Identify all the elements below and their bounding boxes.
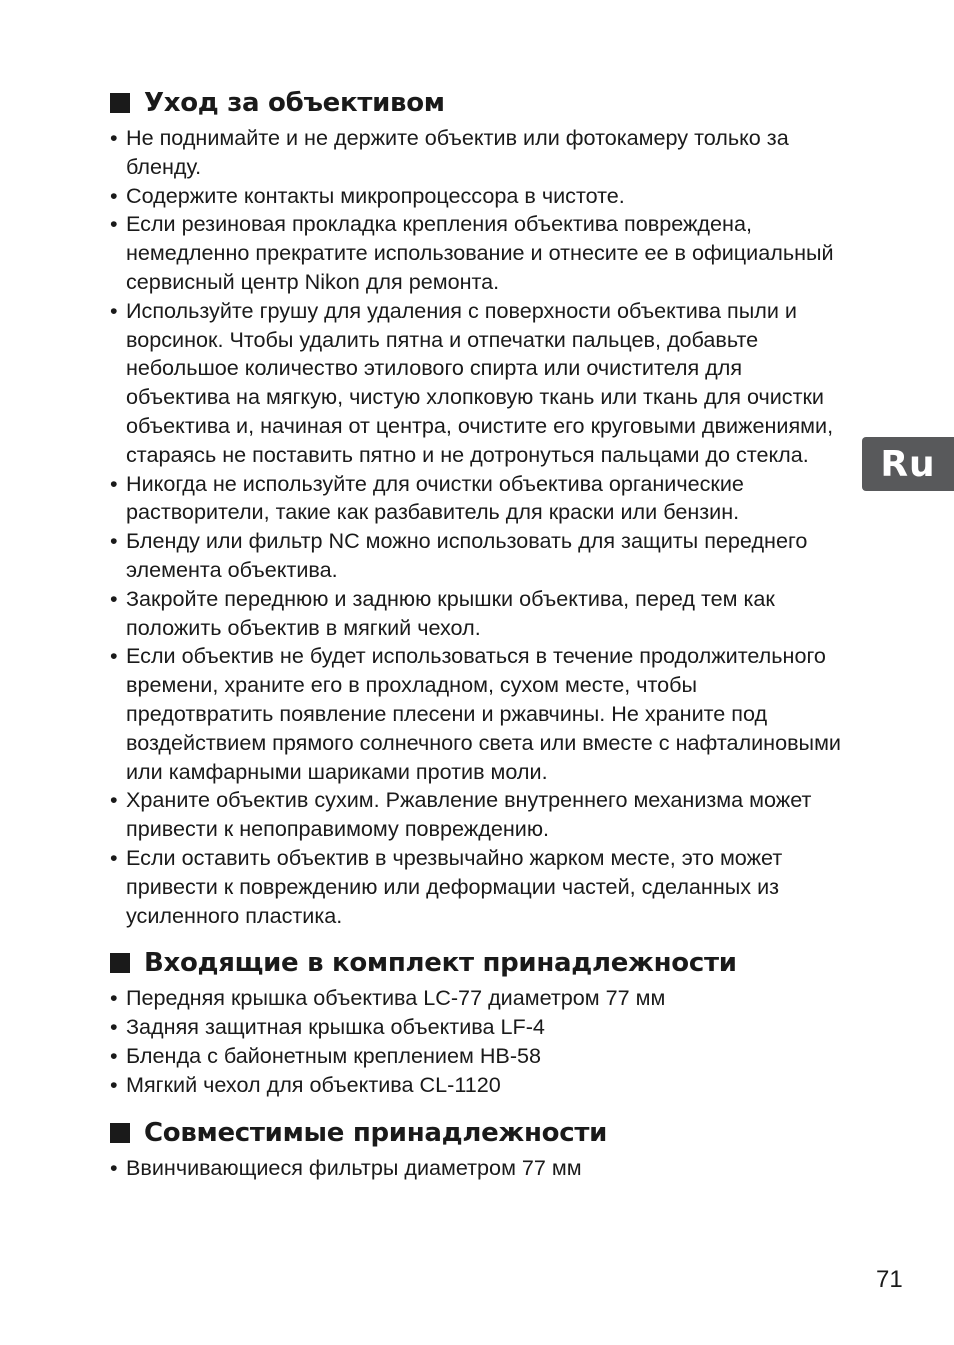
square-bullet-icon — [110, 1123, 130, 1143]
list-item — [110, 470, 850, 528]
bullet-icon: • — [110, 211, 118, 237]
list-item — [110, 1071, 850, 1100]
square-bullet-icon — [110, 953, 130, 973]
list-item — [110, 585, 850, 643]
list-item-text: Не поднимайте и не держите объектив или фотокамеру только за бленду. — [126, 125, 789, 179]
list-item — [110, 182, 850, 211]
bullet-icon: • — [110, 1071, 118, 1097]
section-title: Совместимые принадлежности — [144, 1117, 608, 1148]
section-title: Уход за объективом — [144, 88, 445, 118]
bullet-icon: • — [110, 182, 118, 208]
section-title: Входящие в комплект принадлежности — [144, 948, 737, 979]
list-item — [110, 527, 850, 585]
list-item-text: Бленда с байонетным креплением HB-58 — [126, 1042, 542, 1068]
list-item-text: Содержите контакты микропроцессора в чистоте. — [126, 182, 625, 208]
bullet-icon: • — [110, 585, 118, 611]
bullet-icon: • — [110, 844, 118, 870]
list-item — [110, 210, 850, 296]
list-item-text: Бленду или фильтр NC можно использовать для защиты переднего элемента объектива. — [126, 528, 808, 582]
bullet-icon: • — [110, 643, 118, 669]
bullet-icon: • — [110, 1154, 118, 1180]
list-item — [110, 786, 850, 844]
list-item — [110, 984, 850, 1013]
bullet-list — [110, 1154, 850, 1183]
list-item — [110, 1154, 850, 1183]
section-compatible-accessories — [110, 1114, 850, 1183]
list-item-text: Закройте переднюю и заднюю крышки объектива, перед тем как положить объектив в мягкий чехол. — [126, 585, 775, 640]
list-item-text: Если объектив не будет использоваться в течение продолжительного времени, храните его в прохладном, сухом месте, чтобы предотвратить появление плесени и ржавчины. Не храните под воздействием прямого солнечного света или вместе с нафталиновыми или камфарными шариками против моли. — [126, 643, 841, 784]
language-tab-label: Ru — [880, 443, 936, 485]
section-lens-care — [110, 84, 850, 930]
list-item-text: Передняя крышка объектива LC-77 диаметром 77 мм — [126, 985, 666, 1011]
section-heading — [110, 944, 850, 982]
list-item — [110, 1042, 850, 1071]
bullet-icon: • — [110, 985, 118, 1011]
list-item-text: Ввинчивающиеся фильтры диаметром 77 мм — [126, 1154, 582, 1180]
square-bullet-icon — [110, 93, 130, 113]
section-included-accessories — [110, 944, 850, 1099]
list-item — [110, 642, 850, 786]
bullet-icon: • — [110, 1014, 118, 1040]
list-item-text: Если резиновая прокладка крепления объектива повреждена, немедленно прекратите использование и отнесите ее в официальный сервисный центр Nikon для ремонта. — [126, 211, 834, 294]
list-item-text: Используйте грушу для удаления с поверхности объектива пыли и ворсинок. Чтобы удалить пятна и отпечатки пальцев, добавьте небольшое количество этилового спирта или очистителя для объектива на мягкую, чистую хлопковую ткань или ткань для очистки объектива и, начиная от центра, очистите его круговыми движениями, стараясь не поставить пятно и не дотронуться пальцами до стекла. — [126, 297, 834, 467]
list-item-text: Храните объектив сухим. Ржавление внутреннего механизма может привести к непоправимому повреждению. — [126, 787, 812, 842]
language-tab — [862, 437, 954, 491]
list-item — [110, 1013, 850, 1042]
list-item — [110, 844, 850, 930]
bullet-icon: • — [110, 787, 118, 813]
bullet-icon: • — [110, 125, 118, 150]
list-item — [110, 297, 850, 470]
list-item — [110, 124, 850, 182]
section-heading — [110, 1114, 850, 1152]
bullet-icon: • — [110, 528, 118, 554]
page-number: 71 — [876, 1266, 903, 1293]
bullet-icon: • — [110, 470, 118, 496]
bullet-icon: • — [110, 297, 118, 323]
bullet-icon: • — [110, 1042, 118, 1068]
list-item-text: Мягкий чехол для объектива CL-1120 — [126, 1071, 501, 1097]
bullet-list — [110, 124, 850, 930]
page-content — [110, 84, 850, 1182]
bullet-list — [110, 984, 850, 1099]
list-item-text: Если оставить объектив в чрезвычайно жарком месте, это может привести к повреждению или деформации частей, сделанных из усиленного пластика. — [126, 844, 783, 928]
section-heading — [110, 84, 850, 122]
list-item-text: Никогда не используйте для очистки объектива органические растворители, такие как разбавитель для краски или бензин. — [126, 470, 744, 525]
list-item-text: Задняя защитная крышка объектива LF-4 — [126, 1014, 545, 1040]
